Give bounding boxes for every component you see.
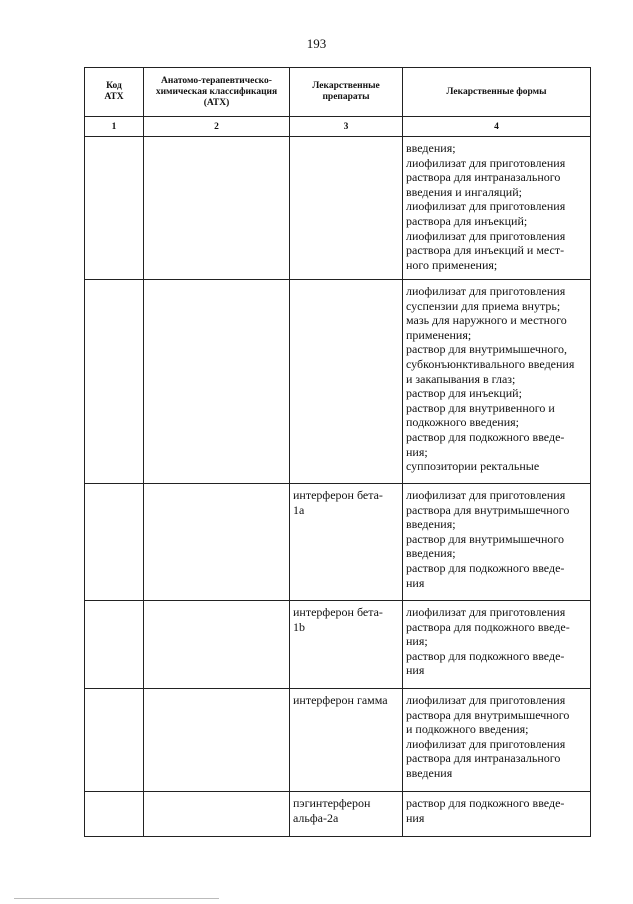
column-number: 4 (403, 117, 591, 137)
table-row (85, 280, 591, 484)
dosage-forms-cell: лиофилизат для приготовления раствора для внутримышечного введения; раствор для внутримышечного введения; раствор для подкожного введе- ния (403, 484, 591, 601)
atc-classification-cell (144, 601, 290, 689)
atc-code-cell (85, 689, 144, 792)
atc-classification-cell (144, 792, 290, 837)
table-row (85, 137, 591, 280)
header-atc-code: Код АТХ (85, 68, 144, 117)
atc-code-cell (85, 280, 144, 484)
drug-cell (290, 137, 403, 280)
column-number-row (85, 117, 591, 137)
footer-rule (14, 898, 219, 899)
atc-code-cell (85, 137, 144, 280)
dosage-forms-cell: раствор для подкожного введе- ния (403, 792, 591, 837)
dosage-forms-cell: лиофилизат для приготовления раствора для внутримышечного и подкожного введения; лиофилизат для приготовления раствора для интраназального введения (403, 689, 591, 792)
header-dosage-forms: Лекарственные формы (403, 68, 591, 117)
atc-code-cell (85, 792, 144, 837)
atc-classification-cell (144, 484, 290, 601)
atc-classification-cell (144, 280, 290, 484)
drug-cell: интерферон бета- 1a (290, 484, 403, 601)
table-row (85, 792, 591, 837)
column-number: 1 (85, 117, 144, 137)
drug-table (84, 67, 591, 837)
dosage-forms-cell: лиофилизат для приготовления раствора для подкожного введе- ния; раствор для подкожного введе- ния (403, 601, 591, 689)
drug-cell: пэгинтерферон альфа-2а (290, 792, 403, 837)
column-number: 2 (144, 117, 290, 137)
atc-classification-cell (144, 689, 290, 792)
dosage-forms-cell: лиофилизат для приготовления суспензии для приема внутрь; мазь для наружного и местного применения; раствор для внутримышечного, субконъюнктивального введения и закапывания в глаз; раствор для инъекций; раствор для внутривенного и подкожного введения; раствор для подкожного введе- ния; суппозитории ректальные (403, 280, 591, 484)
atc-code-cell (85, 484, 144, 601)
drug-cell (290, 280, 403, 484)
drug-cell: интерферон бета- 1b (290, 601, 403, 689)
table-row (85, 689, 591, 792)
table-row (85, 484, 591, 601)
dosage-forms-cell: введения; лиофилизат для приготовления раствора для интраназального введения и ингаляций; лиофилизат для приготовления раствора для инъекций; лиофилизат для приготовления раствора для инъекций и мест- ного применения; (403, 137, 591, 280)
column-number: 3 (290, 117, 403, 137)
table-header-row (85, 68, 591, 117)
atc-classification-cell (144, 137, 290, 280)
header-drugs: Лекарственные препараты (290, 68, 403, 117)
drug-cell: интерферон гамма (290, 689, 403, 792)
atc-code-cell (85, 601, 144, 689)
page-number: 193 (306, 36, 327, 51)
header-atc-classification: Анатомо-терапевтическо- химическая классификация (АТХ) (144, 68, 290, 117)
table-row (85, 601, 591, 689)
